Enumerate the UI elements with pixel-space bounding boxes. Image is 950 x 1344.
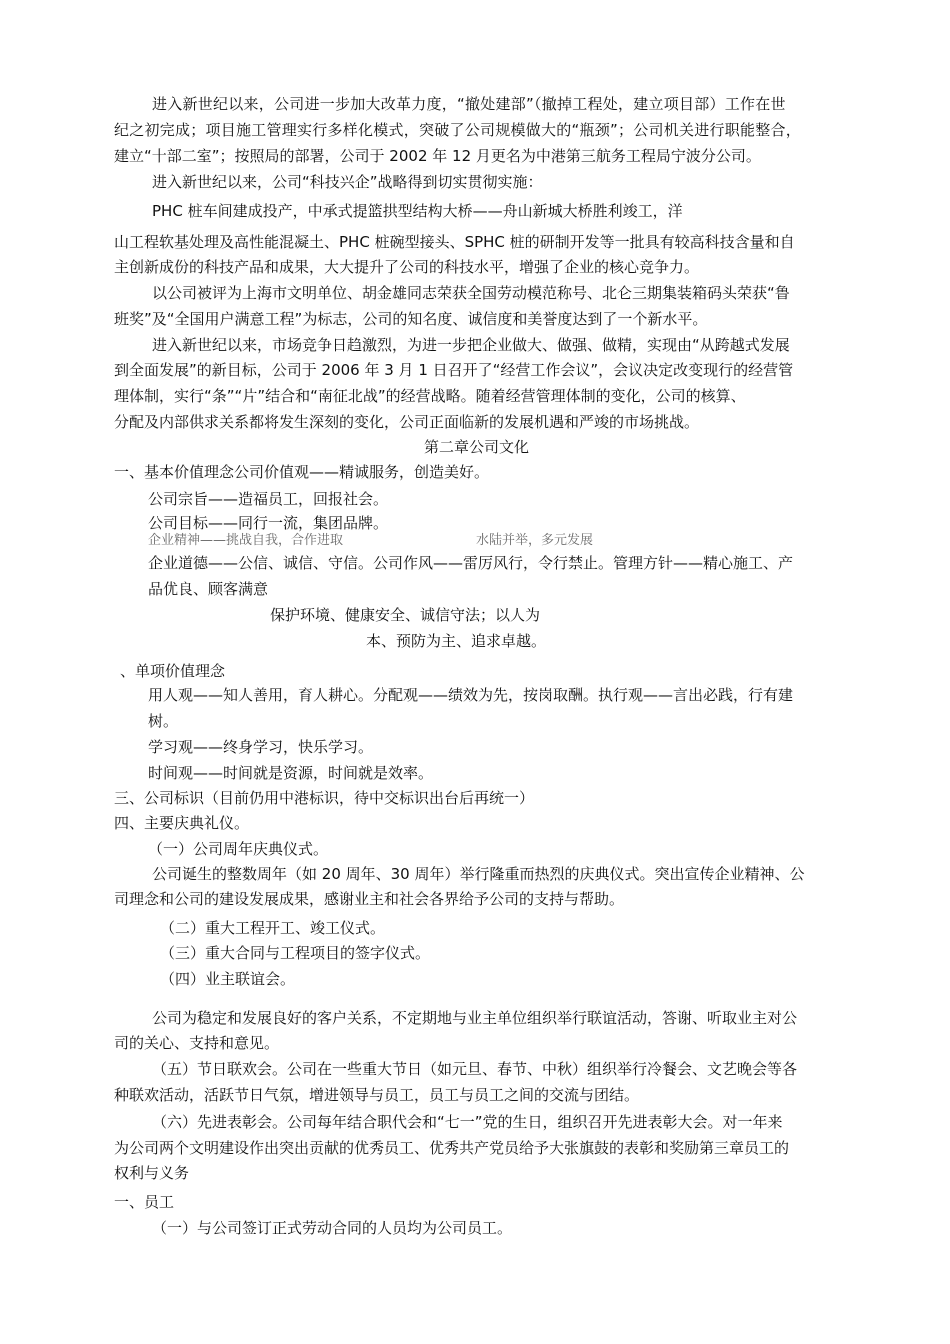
text-line: 树。 (148, 712, 179, 730)
text-line: 以公司被评为上海市文明单位、胡金雄同志荣获全国劳动模范称号、北仑三期集装箱码头荣获“鲁 (152, 284, 790, 302)
text-line: （五）节日联欢会。公司在一些重大节日（如元旦、春节、中秋）组织举行冷餐会、文艺晚会等各 (152, 1060, 798, 1078)
text-line: 学习观——终身学习，快乐学习。 (148, 738, 374, 756)
subsection-heading: （一）公司周年庆典仪式。 (148, 840, 329, 858)
section-heading: 三、公司标识（目前仍用中港标识，待中交标识出台后再统一） (114, 789, 535, 807)
subsection-heading: （一）与公司签订正式劳动合同的人员均为公司员工。 (152, 1219, 513, 1237)
subsection-heading: （二）重大工程开工、竣工仪式。 (160, 919, 386, 937)
overlapped-text: 企业精神——挑战自我，合作进取 (148, 533, 344, 548)
text-line: 公司为稳定和发展良好的客户关系，不定期地与业主单位组织举行联谊活动，答谢、听取业主对公 (152, 1009, 798, 1027)
text-line: 分配及内部供求关系都将发生深刻的变化，公司正面临新的发展机遇和严竣的市场挑战。 (114, 413, 700, 431)
text-line: 公司目标——同行一流，集团品牌。 (148, 514, 389, 532)
text-line: 品优良、顾客满意 (148, 580, 269, 598)
section-heading: 一、基本价值理念公司价值观——精诚服务，创造美好。 (114, 463, 490, 481)
text-line: 班奖”及“全国用户满意工程”为标志，公司的知名度、诚信度和美誉度达到了一个新水平。 (114, 310, 708, 328)
subsection-heading: （四）业主联谊会。 (160, 970, 296, 988)
chapter-heading: 第二章公司文化 (424, 438, 530, 456)
text-line: 进入新世纪以来，市场竞争日趋激烈，为进一步把企业做大、做强、做精，实现由“从跨越式发展 (152, 336, 790, 354)
text-line: 建立“十部二室”；按照局的部署，公司于 2002 年 12 月更名为中港第三航务工程局宁波分公司。 (114, 147, 761, 165)
text-line: 理体制，实行“条”“片”结合和“南征北战”的经营战略。随着经营管理体制的变化，公司的核算、 (114, 387, 746, 405)
text-line: 山工程软基处理及高性能混凝土、PHC 桩碗型接头、SPHC 桩的研制开发等一批具有较高科技含量和自 (114, 233, 795, 251)
text-line: 主创新成份的科技产品和成果，大大提升了公司的科技水平，增强了企业的核心竞争力。 (114, 258, 700, 276)
text-line: 进入新世纪以来，公司“科技兴企”战略得到切实贯彻实施： (152, 173, 543, 191)
subsection-heading: （三）重大合同与工程项目的签字仪式。 (160, 944, 431, 962)
text-line: 企业道德——公信、诚信、守信。公司作风——雷厉风行，令行禁止。管理方针——精心施工、产 (148, 554, 794, 572)
text-line: PHC 桩车间建成投产，中承式提篮拱型结构大桥——舟山新城大桥胜利竣工，洋 (152, 202, 683, 220)
text-line: 纪之初完成；项目施工管理实行多样化模式，突破了公司规模做大的“瓶颈”；公司机关进行职能整合， (114, 121, 802, 139)
text-line: 用人观——知人善用，育人耕心。分配观——绩效为先，按岗取酬。执行观——言出必践，行有建 (148, 686, 794, 704)
text-line: 为公司两个文明建设作出突出贡献的优秀员工、优秀共产党员给予大张旗鼓的表彰和奖励第三章员工的 (114, 1139, 790, 1157)
text-line: 公司宗旨——造福员工，回报社会。 (148, 490, 389, 508)
text-line: 权利与义务 (114, 1164, 190, 1182)
section-heading: 四、主要庆典礼仪。 (114, 814, 250, 832)
text-line: 时间观——时间就是资源，时间就是效率。 (148, 764, 434, 782)
text-line: 公司诞生的整数周年（如 20 周年、30 周年）举行隆重而热烈的庆典仪式。突出宣传企业精神、公 (152, 865, 805, 883)
text-line: 进入新世纪以来，公司进一步加大改革力度，“撤处建部”（撤掉工程处，建立项目部）工作在世 (152, 95, 786, 113)
text-line: 到全面发展”的新目标，公司于 2006 年 3 月 1 日召开了“经营工作会议”，会议决定改变现行的经营管 (114, 361, 794, 379)
section-heading: 、单项价值理念 (120, 662, 226, 680)
text-line: 种联欢活动，活跃节日气氛，增进领导与员工，员工与员工之间的交流与团结。 (114, 1086, 640, 1104)
section-heading: 一、员工 (114, 1193, 175, 1211)
text-line: 保护环境、健康安全、诚信守法；以人为 (270, 606, 541, 624)
text-line: 司的关心、支持和意见。 (114, 1034, 280, 1052)
text-line: （六）先进表彰会。公司每年结合职代会和“七一”党的生日，组织召开先进表彰大会。对一年来 (152, 1113, 783, 1131)
text-line: 本、预防为主、追求卓越。 (366, 632, 547, 650)
text-line: 司理念和公司的建设发展成果，感谢业主和社会各界给予公司的支持与帮助。 (114, 890, 625, 908)
overlapped-text: 水陆并举，多元发展 (476, 533, 594, 548)
